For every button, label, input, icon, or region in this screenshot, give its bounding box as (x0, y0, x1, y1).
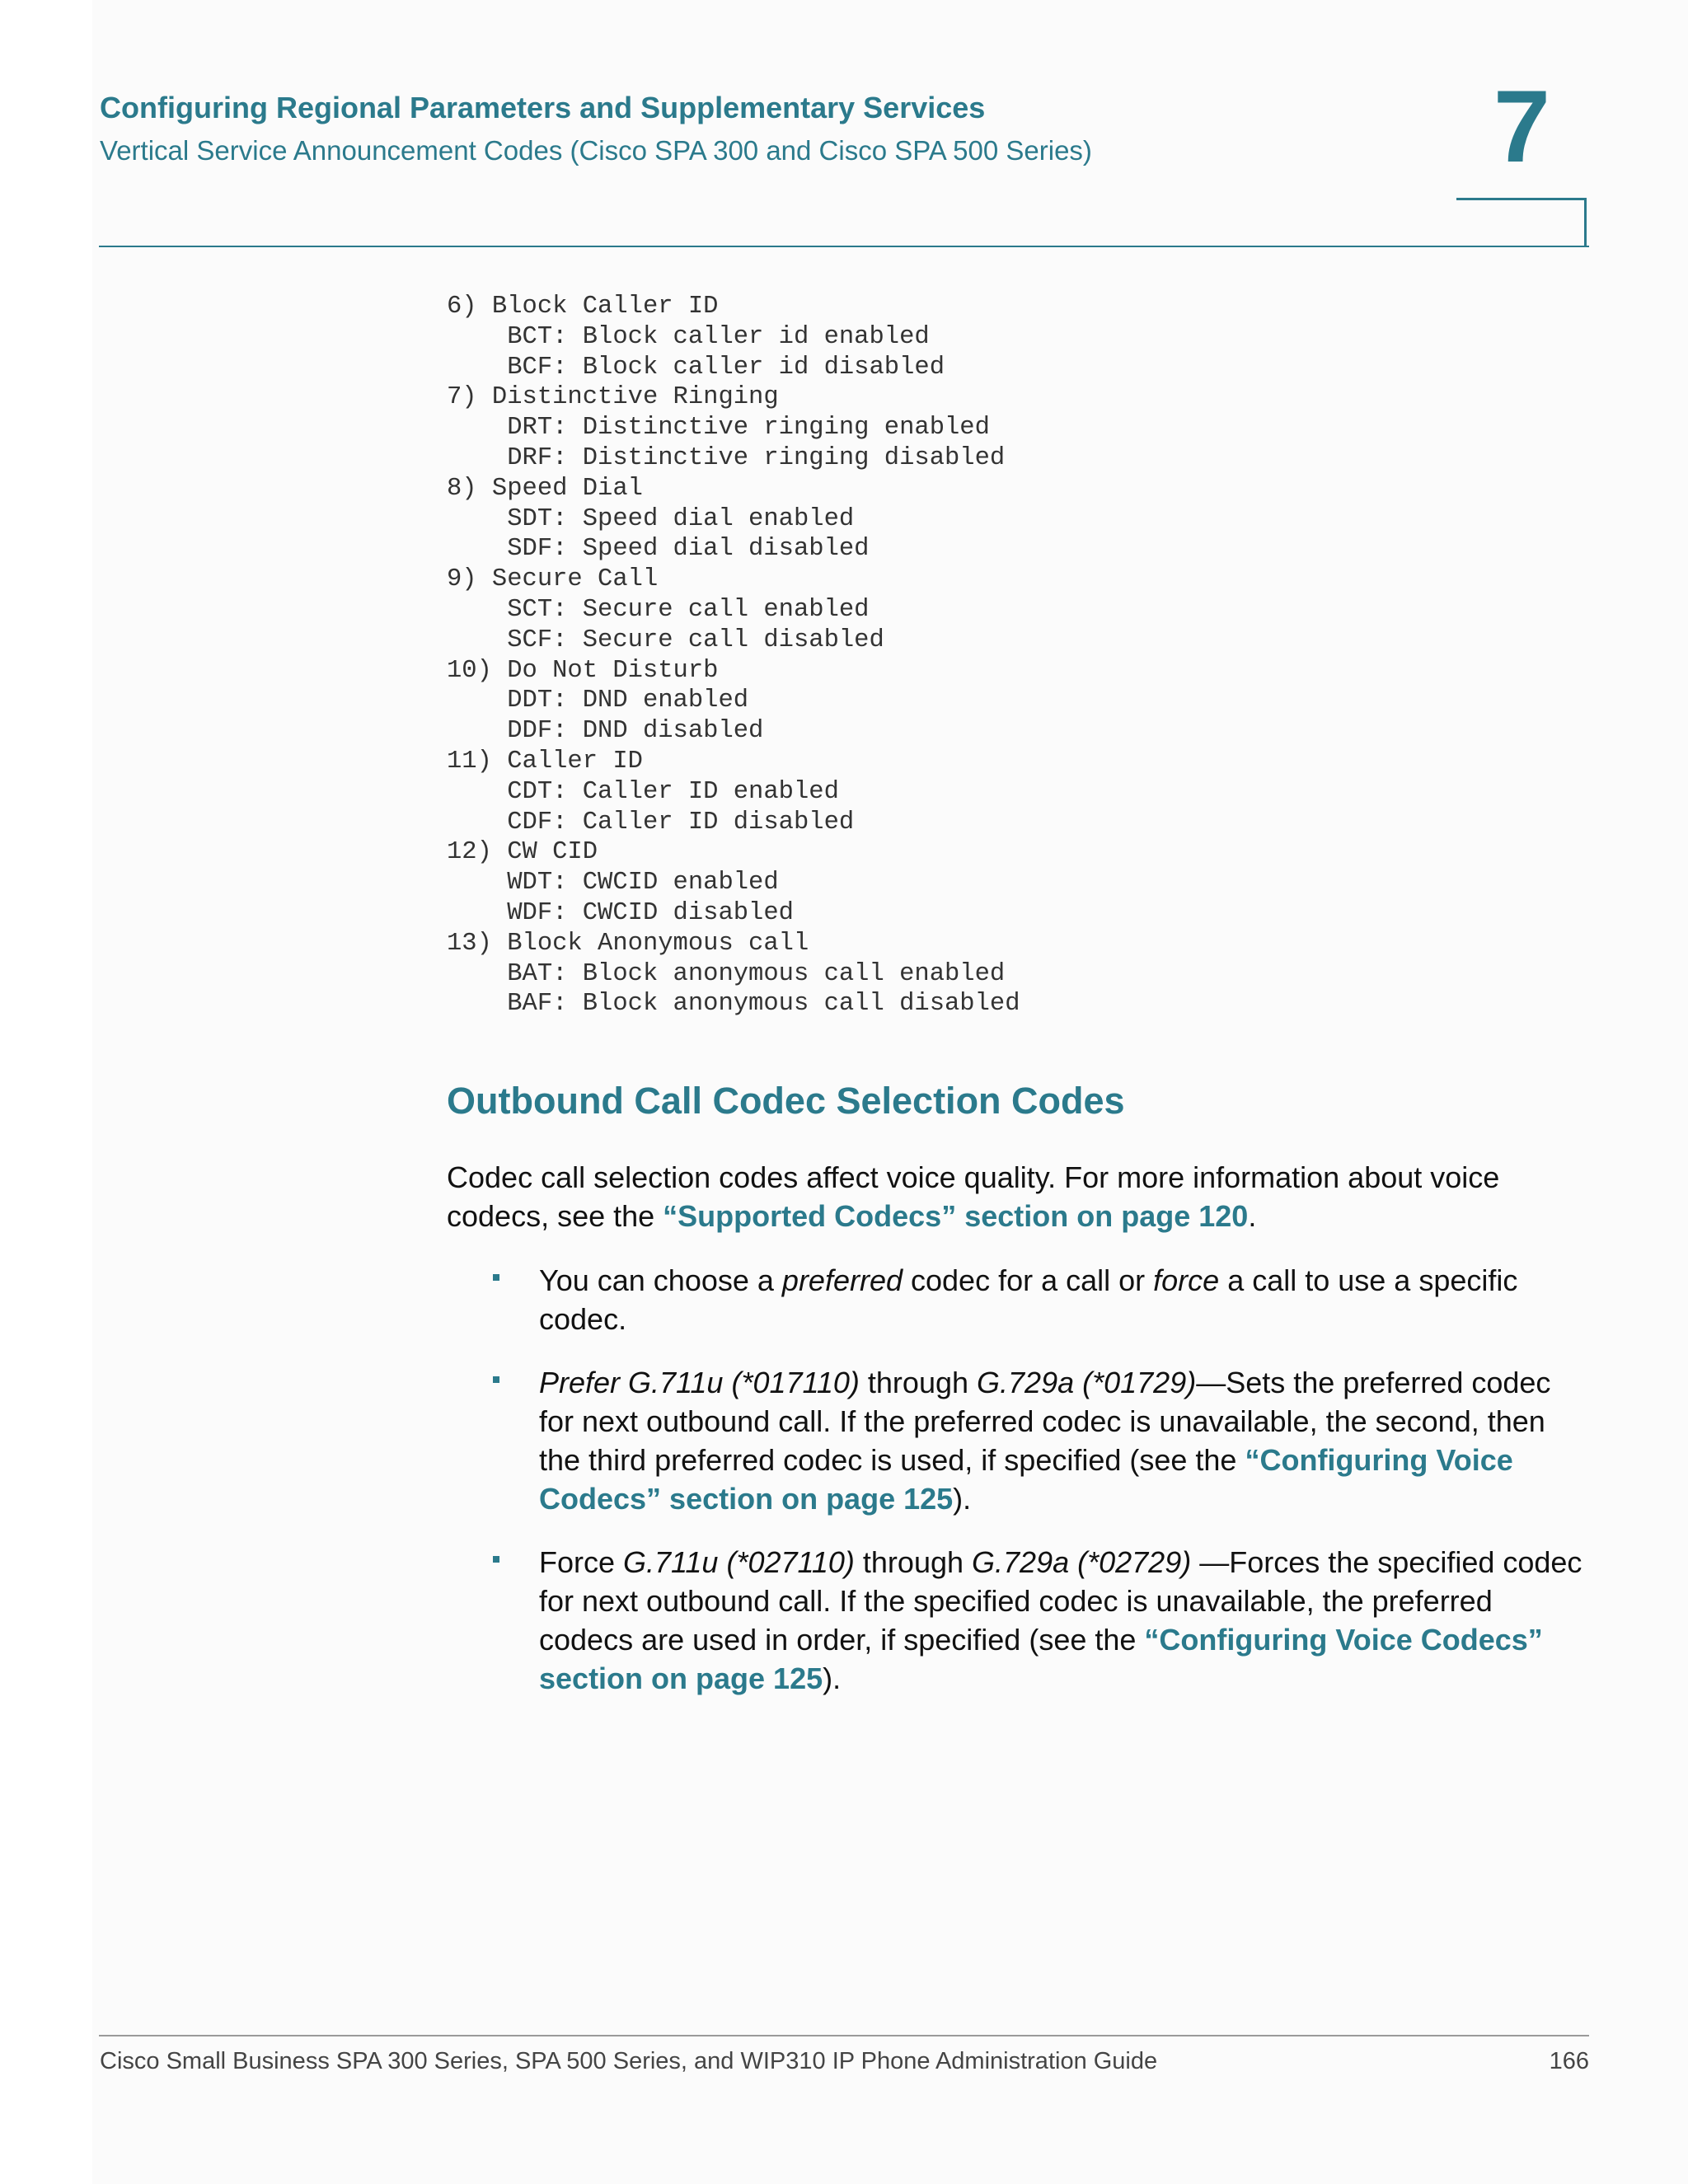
bullet-emphasis: force (1153, 1263, 1220, 1297)
list-item (447, 1363, 1592, 1518)
bullet-text: codec for a call or (903, 1263, 1154, 1297)
bullet-text: —Forces the specified codec for next outbound call. If the specified codec is unavailable, the preferred codecs are used in order, if specified (see the (539, 1545, 1582, 1657)
bullet-emphasis: Prefer G.711u (*017110) (539, 1366, 860, 1399)
page-number: 166 (1549, 2048, 1589, 2074)
bullet-text: through (859, 1366, 978, 1399)
bullet-square-icon (493, 1274, 499, 1281)
bullet-emphasis: G.729a (*02729) (972, 1545, 1192, 1579)
bullet-text: You can choose a (539, 1263, 782, 1297)
intro-paragraph (447, 1158, 1592, 1235)
bullet-text: through (854, 1545, 973, 1579)
bullet-square-icon (493, 1556, 499, 1563)
bullet-text: ). (823, 1661, 842, 1695)
bullet-text: Force (539, 1545, 624, 1579)
bullet-text: ). (953, 1482, 972, 1516)
bullet-emphasis: G.711u (*027110) (623, 1545, 855, 1579)
list-item (447, 1543, 1592, 1698)
intro-text-end: . (1248, 1199, 1257, 1233)
chapter-number: 7 (1493, 70, 1550, 184)
footer-guide-title: Cisco Small Business SPA 300 Series, SPA 500 Series, and WIP310 IP Phone Administration Guide (100, 2048, 1158, 2074)
configuring-voice-codecs-link[interactable]: “Configuring Voice Codecs” section on page 125 (539, 1623, 1543, 1695)
chapter-number-box (1456, 198, 1587, 246)
bullet-text: —Sets the preferred codec for next outbound call. If the preferred codec is unavailable, the second, then the third preferred codec is used, if specified (see the (539, 1366, 1551, 1477)
footer-divider (99, 2035, 1589, 2036)
bullet-square-icon (493, 1376, 499, 1383)
codec-bullet-list (447, 1261, 1592, 1722)
supported-codecs-link[interactable]: “Supported Codecs” section on page 120 (663, 1199, 1249, 1233)
header-divider (99, 246, 1589, 247)
configuring-voice-codecs-link[interactable]: “Configuring Voice Codecs” section on page 125 (539, 1443, 1513, 1516)
vsac-code-listing: 6) Block Caller ID BCT: Block caller id enabled BCF: Block caller id disabled 7) Distinctive Ringing DRT: Distinctive ringing enabled DRF: Distinctive ringing disabled 8) Speed Dial SDT: Speed dial enabled SDF: Speed dial disabled 9) Secure Call SCT: Secure call enabled SCF: Secure call disabled 10) Do Not Disturb DDT: DND enabled DDF: DND disabled 11) Caller ID CDT: Caller ID enabled CDF: Caller ID disabled 12) CW CID WDT: CWCID enabled WDF: CWCID disabled 13) Block Anonymous call BAT: Block anonymous call enabled BAF: Block anonymous call disabled (447, 293, 1020, 1019)
list-item (447, 1261, 1592, 1338)
bullet-emphasis: preferred (781, 1263, 903, 1297)
section-subtitle: Vertical Service Announcement Codes (Cisco SPA 300 and Cisco SPA 500 Series) (100, 135, 1092, 166)
bullet-emphasis: G.729a (*01729) (977, 1366, 1197, 1399)
bullet-text: a call to use a specific codec. (539, 1263, 1518, 1336)
chapter-title: Configuring Regional Parameters and Supplementary Services (100, 91, 986, 124)
intro-text: Codec call selection codes affect voice quality. For more information about voice codecs, see the (447, 1160, 1500, 1233)
section-heading: Outbound Call Codec Selection Codes (447, 1080, 1125, 1122)
